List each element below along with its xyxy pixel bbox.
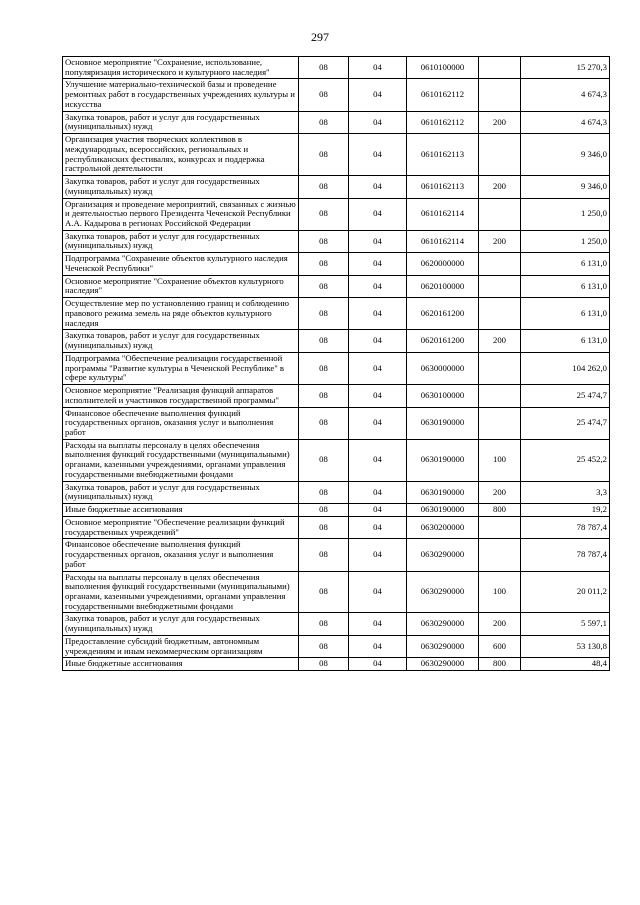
amount: 20 011,2 [521,571,610,613]
expense-type-code: 200 [479,111,521,133]
section-code: 08 [299,385,349,407]
expense-name: Подпрограмма "Сохранение объектов культурного наследия Чеченской Республики" [63,253,299,275]
expense-type-code [479,385,521,407]
section-code: 08 [299,79,349,111]
table-row [63,198,610,230]
amount: 3,3 [521,481,610,503]
table-row [63,134,610,176]
table-row [63,613,610,635]
expense-type-code: 600 [479,635,521,657]
expense-name: Предоставление субсидий бюджетным, автономным учреждениям и иным некоммерческим организациям [63,635,299,657]
subsection-code: 04 [349,571,407,613]
section-code: 08 [299,439,349,481]
subsection-code: 04 [349,330,407,352]
table-row [63,481,610,503]
table-row [63,571,610,613]
table-row [63,111,610,133]
expense-type-code [479,516,521,538]
expense-name: Улучшение материально-технической базы и проведение ремонтных работ в государственных учреждениях культуры и искусства [63,79,299,111]
expense-type-code: 200 [479,613,521,635]
amount: 78 787,4 [521,516,610,538]
amount: 4 674,3 [521,111,610,133]
section-code: 08 [299,253,349,275]
subsection-code: 04 [349,504,407,517]
expense-name: Основное мероприятие "Реализация функций аппаратов исполнителей и участников государственной программы" [63,385,299,407]
expense-type-code [479,352,521,384]
subsection-code: 04 [349,176,407,198]
table-row [63,352,610,384]
subsection-code: 04 [349,407,407,439]
target-item-code: 0630000000 [407,352,479,384]
subsection-code: 04 [349,613,407,635]
amount: 1 250,0 [521,230,610,252]
expense-type-code [479,407,521,439]
target-item-code: 0630290000 [407,658,479,671]
expense-type-code [479,57,521,79]
section-code: 08 [299,516,349,538]
table-row [63,275,610,297]
section-code: 08 [299,504,349,517]
expense-type-code: 800 [479,658,521,671]
expense-name: Подпрограмма "Обеспечение реализации государственной программы "Развитие культуры в Чеченской Республике" в сфере культуры" [63,352,299,384]
page-number: 297 [311,30,329,44]
subsection-code: 04 [349,439,407,481]
section-code: 08 [299,330,349,352]
target-item-code: 0610162114 [407,198,479,230]
expense-name: Закупка товаров, работ и услуг для государственных (муниципальных) нужд [63,111,299,133]
expense-type-code: 800 [479,504,521,517]
target-item-code: 0630290000 [407,635,479,657]
table-row [63,57,610,79]
expense-type-code [479,275,521,297]
amount: 6 131,0 [521,275,610,297]
amount: 9 346,0 [521,134,610,176]
table-row [63,298,610,330]
expense-name: Основное мероприятие "Обеспечение реализации функций государственных учреждений" [63,516,299,538]
table-row [63,230,610,252]
table-row [63,504,610,517]
target-item-code: 0630290000 [407,539,479,571]
subsection-code: 04 [349,298,407,330]
expense-type-code: 200 [479,176,521,198]
expense-name: Организация участия творческих коллективов в международных, всероссийских, региональных и республиканских фестивалях, конкурсах и поддержка гастрольной деятельности [63,134,299,176]
target-item-code: 0620161200 [407,298,479,330]
subsection-code: 04 [349,198,407,230]
subsection-code: 04 [349,134,407,176]
subsection-code: 04 [349,352,407,384]
target-item-code: 0610100000 [407,57,479,79]
expense-name: Расходы на выплаты персоналу в целях обеспечения выполнения функций государственными (муниципальными) органами, казенными учреждениями, органами управления государственными внебюджетными фондами [63,439,299,481]
table-row [63,176,610,198]
section-code: 08 [299,613,349,635]
subsection-code: 04 [349,516,407,538]
expense-type-code [479,79,521,111]
target-item-code: 0630200000 [407,516,479,538]
amount: 48,4 [521,658,610,671]
target-item-code: 0620000000 [407,253,479,275]
subsection-code: 04 [349,230,407,252]
subsection-code: 04 [349,481,407,503]
amount: 78 787,4 [521,539,610,571]
subsection-code: 04 [349,658,407,671]
amount: 53 130,8 [521,635,610,657]
target-item-code: 0620161200 [407,330,479,352]
section-code: 08 [299,134,349,176]
section-code: 08 [299,298,349,330]
target-item-code: 0620100000 [407,275,479,297]
expense-name: Закупка товаров, работ и услуг для государственных (муниципальных) нужд [63,613,299,635]
amount: 25 474,7 [521,407,610,439]
expense-name: Закупка товаров, работ и услуг для государственных (муниципальных) нужд [63,481,299,503]
section-code: 08 [299,539,349,571]
expense-name: Основное мероприятие "Сохранение объектов культурного наследия" [63,275,299,297]
subsection-code: 04 [349,57,407,79]
expense-name: Организация и проведение мероприятий, связанных с жизнью и деятельностью первого Президента Чеченской Республики А.А. Кадырова в регионах Российской Федерации [63,198,299,230]
expense-name: Расходы на выплаты персоналу в целях обеспечения выполнения функций государственными (муниципальными) органами, казенными учреждениями, органами управления государственными внебюджетными фондами [63,571,299,613]
expense-type-code: 200 [479,481,521,503]
section-code: 08 [299,198,349,230]
section-code: 08 [299,275,349,297]
target-item-code: 0630290000 [407,613,479,635]
amount: 9 346,0 [521,176,610,198]
amount: 1 250,0 [521,198,610,230]
target-item-code: 0630190000 [407,504,479,517]
expense-name: Финансовое обеспечение выполнения функций государственных органов, оказания услуг и выполнения работ [63,539,299,571]
table-row [63,516,610,538]
amount: 4 674,3 [521,79,610,111]
expense-type-code: 100 [479,571,521,613]
table-row [63,79,610,111]
table-row [63,539,610,571]
subsection-code: 04 [349,385,407,407]
amount: 6 131,0 [521,330,610,352]
expense-name: Основное мероприятие "Сохранение, использование, популяризация исторического и культурного наследия" [63,57,299,79]
section-code: 08 [299,635,349,657]
expense-name: Закупка товаров, работ и услуг для государственных (муниципальных) нужд [63,230,299,252]
section-code: 08 [299,407,349,439]
subsection-code: 04 [349,79,407,111]
target-item-code: 0610162112 [407,111,479,133]
expense-name: Закупка товаров, работ и услуг для государственных (муниципальных) нужд [63,330,299,352]
subsection-code: 04 [349,635,407,657]
target-item-code: 0610162112 [407,79,479,111]
table-row [63,439,610,481]
amount: 15 270,3 [521,57,610,79]
expense-name: Иные бюджетные ассигнования [63,504,299,517]
section-code: 08 [299,111,349,133]
section-code: 08 [299,481,349,503]
target-item-code: 0630190000 [407,407,479,439]
amount: 6 131,0 [521,253,610,275]
amount: 6 131,0 [521,298,610,330]
subsection-code: 04 [349,253,407,275]
expense-type-code [479,298,521,330]
section-code: 08 [299,230,349,252]
expense-name: Осуществление мер по установлению границ и соблюдению правового режима земель на ряде объектов культурного наследия [63,298,299,330]
budget-table [62,56,610,671]
target-item-code: 0630100000 [407,385,479,407]
amount: 104 262,0 [521,352,610,384]
target-item-code: 0610162113 [407,134,479,176]
amount: 19,2 [521,504,610,517]
section-code: 08 [299,571,349,613]
section-code: 08 [299,176,349,198]
expense-name: Иные бюджетные ассигнования [63,658,299,671]
target-item-code: 0630290000 [407,571,479,613]
table-row [63,658,610,671]
expense-name: Закупка товаров, работ и услуг для государственных (муниципальных) нужд [63,176,299,198]
expense-type-code [479,134,521,176]
amount: 5 597,1 [521,613,610,635]
expense-name: Финансовое обеспечение выполнения функций государственных органов, оказания услуг и выполнения работ [63,407,299,439]
table-row [63,635,610,657]
section-code: 08 [299,57,349,79]
table-row [63,407,610,439]
target-item-code: 0630190000 [407,481,479,503]
expense-type-code [479,198,521,230]
target-item-code: 0610162113 [407,176,479,198]
expense-type-code: 200 [479,230,521,252]
amount: 25 474,7 [521,385,610,407]
amount: 25 452,2 [521,439,610,481]
table-row [63,253,610,275]
subsection-code: 04 [349,539,407,571]
subsection-code: 04 [349,111,407,133]
expense-type-code: 200 [479,330,521,352]
expense-type-code: 100 [479,439,521,481]
section-code: 08 [299,352,349,384]
target-item-code: 0630190000 [407,439,479,481]
section-code: 08 [299,658,349,671]
expense-type-code [479,253,521,275]
table-row [63,385,610,407]
table-row [63,330,610,352]
expense-type-code [479,539,521,571]
subsection-code: 04 [349,275,407,297]
target-item-code: 0610162114 [407,230,479,252]
